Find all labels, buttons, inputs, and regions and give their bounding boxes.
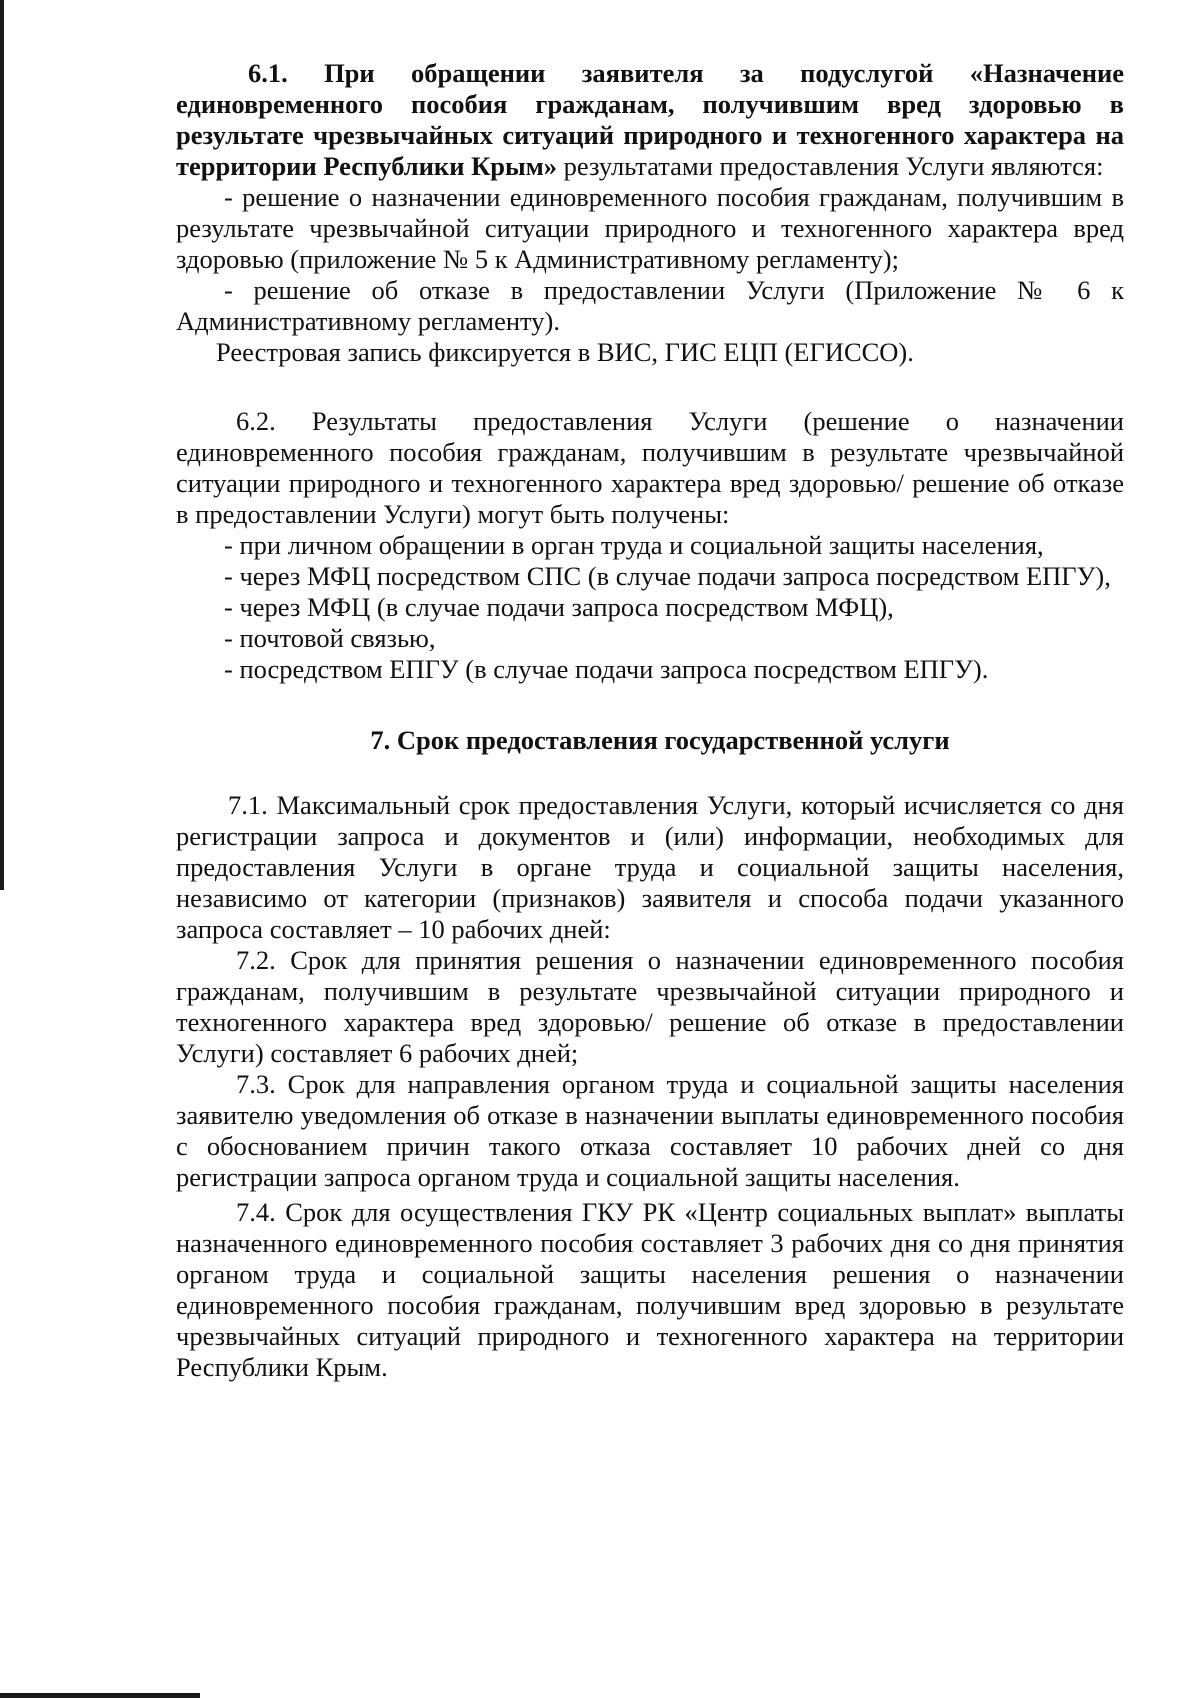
paragraph-6-2-item-5: - посредством ЕПГУ (в случае подачи запроса посредством ЕПГУ).	[224, 654, 989, 684]
paragraph-6-1-registry: Реестровая запись фиксируется в ВИС, ГИС ЕЦП (ЕГИССО).	[216, 337, 914, 367]
paragraph-7-4: 7.4. Срок для осуществления ГКУ РК «Центр социальных выплат» выплаты назначенного единовременного пособия составляет 3 рабочих дня со дня принятия органом труда и социальной защиты населения решения о назначении единовременного пособия гражданам, получившим вред здоровью в результате чрезвычайных ситуаций природного и техногенного характера на территории Республики Крым.	[176, 1197, 1124, 1382]
document-body	[176, 58, 1124, 1383]
paragraph-6-1-rest: результатами предоставления Услуги являются:	[557, 151, 1104, 181]
paragraph-7-2: 7.2. Срок для принятия решения о назначении единовременного пособия гражданам, получившим в результате чрезвычайной ситуации природного и техногенного характера вред здоровью/ решение об отказе в предоставлении Услуги) составляет 6 рабочих дней;	[176, 945, 1124, 1068]
section-7-heading: 7. Срок предоставления государственной услуги	[370, 725, 950, 755]
paragraph-6-2: 6.2. Результаты предоставления Услуги (решение о назначении единовременного пособия гражданам, получившим в результате чрезвычайной ситуации природного и техногенного характера вред здоровью/ решение об отказе в предоставлении Услуги) могут быть получены:	[176, 406, 1124, 529]
paragraph-6-1-item-2: - решение об отказе в предоставлении Услуги (Приложение № 6 к Административному регламенту).	[176, 275, 1124, 336]
paragraph-6-2-item-3: - через МФЦ (в случае подачи запроса посредством МФЦ),	[224, 592, 894, 622]
scan-edge-bottom	[0, 1693, 200, 1698]
paragraph-6-1-item-1: - решение о назначении единовременного пособия гражданам, получившим в результате чрезвычайной ситуации природного и техногенного характера вред здоровью (приложение № 5 к Административному регламенту);	[176, 182, 1124, 274]
paragraph-6-2-item-1: - при личном обращении в орган труда и социальной защиты населения,	[224, 530, 1044, 560]
paragraph-7-1: 7.1. Максимальный срок предоставления Услуги, который исчисляется со дня регистрации запроса и документов и (или) информации, необходимых для предоставления Услуги в органе труда и социальной защиты населения, независимо от категории (признаков) заявителя и способа подачи указанного запроса составляет – 10 рабочих дней:	[176, 790, 1124, 944]
paragraph-6-1	[176, 58, 1124, 182]
scan-edge-left	[0, 0, 4, 890]
paragraph-6-2-item-2: - через МФЦ посредством СПС (в случае подачи запроса посредством ЕПГУ),	[224, 561, 1111, 591]
paragraph-7-3: 7.3. Срок для направления органом труда и социальной защиты населения заявителю уведомления об отказе в назначении выплаты единовременного пособия с обоснованием причин такого отказа составляет 10 рабочих дней со дня регистрации запроса органом труда и социальной защиты населения.	[176, 1069, 1124, 1192]
paragraph-6-2-item-4: - почтовой связью,	[224, 623, 436, 653]
paragraph-6-1-lead: 6.1. При обращении заявителя за подуслугой «Назначение единовременного пособия гражданам, получившим вред здоровью в результате чрезвычайных ситуаций природного и техногенного характера на территории Республики Крым»	[176, 58, 1124, 181]
